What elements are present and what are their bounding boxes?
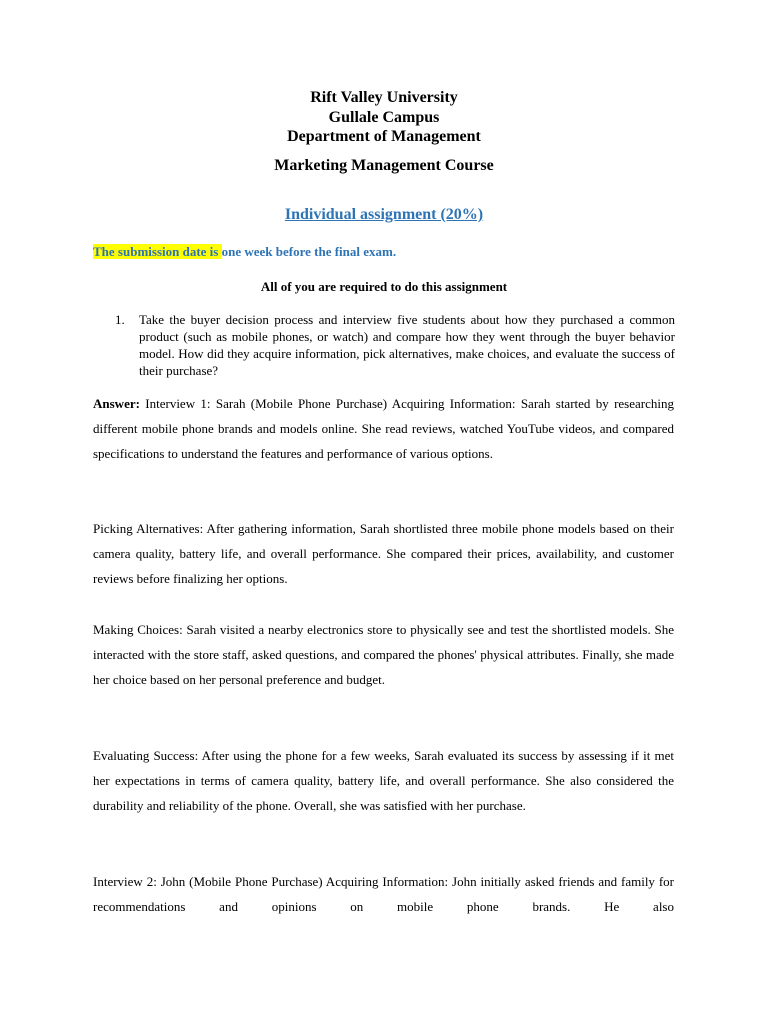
answer-label: Answer:	[93, 396, 140, 411]
question-item	[115, 311, 675, 379]
question-number: 1.	[115, 312, 125, 327]
campus-name: Gullale Campus	[328, 108, 440, 126]
course-title: Marketing Management Course	[274, 157, 494, 174]
submission-note	[93, 244, 396, 260]
submission-highlight: The submission date is	[93, 244, 222, 259]
answer-paragraph-1	[93, 391, 674, 467]
answer-paragraph-4: Evaluating Success: After using the phone for a few weeks, Sarah evaluated its success by assessing if it met her expectations in terms of camera quality, battery life, and overall performance. She also considered the durability and reliability of the phone. Overall, she was satisfied with her purchase.	[93, 748, 674, 814]
department-name: Department of Management	[287, 128, 481, 145]
submission-deadline: one week before the final exam.	[221, 244, 397, 259]
university-name: Rift Valley University	[310, 89, 458, 106]
answer-paragraph-3: Making Choices: Sarah visited a nearby electronics store to physically see and test the shortlisted models. She interacted with the store staff, asked questions, and compared the phones' physical attributes. Finally, she made her choice based on her personal preference and budget.	[93, 622, 674, 688]
answer-paragraph-1-text: Interview 1: Sarah (Mobile Phone Purchase) Acquiring Information: Sarah started by researching different mobile phone brands and models online. She read reviews, watched YouTube videos, and compared specifications to understand the features and performance of various options.	[93, 396, 674, 462]
required-note: All of you are required to do this assignment	[260, 279, 508, 294]
question-text: Take the buyer decision process and interview five students about how they purchased a common product (such as mobile phones, or watch) and compare how they went through the buyer behavior model. How did they acquire information, pick alternatives, make choices, and evaluate the success of their purchase?	[139, 312, 675, 378]
answer-paragraph-2: Picking Alternatives: After gathering information, Sarah shortlisted three mobile phone models based on their camera quality, battery life, and overall performance. She compared their prices, availability, and customer reviews before finalizing her options.	[93, 521, 674, 587]
answer-paragraph-5: Interview 2: John (Mobile Phone Purchase) Acquiring Information: John initially asked friends and family for recommendations and opinions on mobile phone brands. He also	[93, 874, 674, 915]
institution-header	[0, 88, 768, 147]
assignment-title: Individual assignment (20%)	[284, 206, 484, 223]
